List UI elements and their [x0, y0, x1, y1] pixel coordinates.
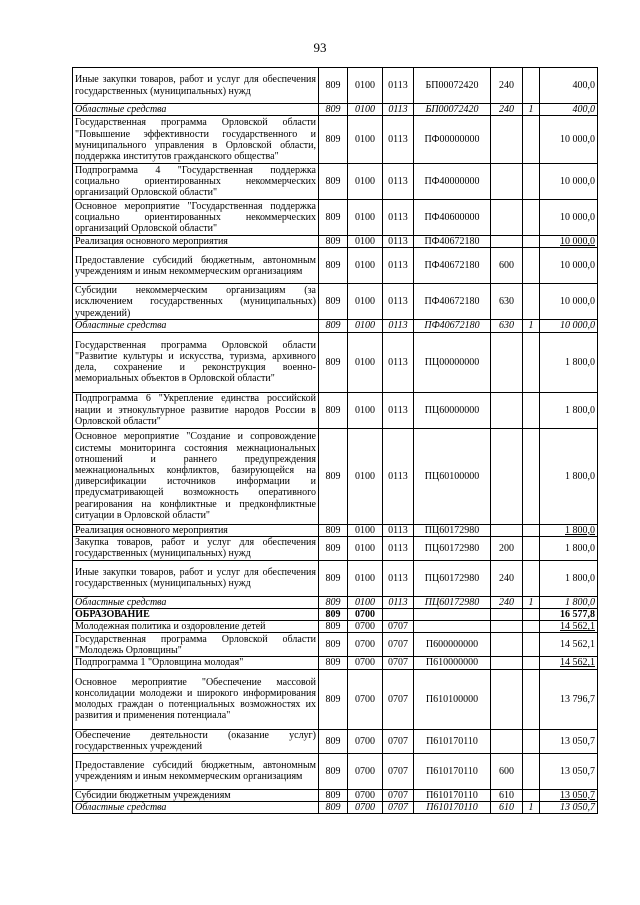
- funding-source-cell: [523, 68, 540, 104]
- section-code-cell: 0100: [348, 320, 383, 332]
- grbs-code-cell: 809: [319, 200, 348, 236]
- funding-source-cell: [523, 633, 540, 657]
- expense-type-cell: [491, 609, 523, 621]
- target-article-cell: ПФ40672180: [414, 320, 491, 332]
- amount-cell: 1 800,0: [540, 428, 598, 524]
- expense-type-cell: [491, 236, 523, 248]
- item-name-cell: Областные средства: [73, 801, 319, 813]
- amount-cell: 16 577,8: [540, 609, 598, 621]
- amount-cell: 10 000,0: [540, 200, 598, 236]
- item-name-cell: Иные закупки товаров, работ и услуг для обеспечения государственных (муниципальных) нужд: [73, 68, 319, 104]
- expense-type-cell: [491, 633, 523, 657]
- expense-type-cell: 600: [491, 753, 523, 789]
- expense-type-cell: 240: [491, 560, 523, 596]
- grbs-code-cell: 809: [319, 68, 348, 104]
- subsection-code-cell: 0113: [383, 332, 414, 392]
- grbs-code-cell: 809: [319, 320, 348, 332]
- item-name-cell: Предоставление субсидий бюджетным, автономным учреждениям и иным некоммерческим организациям: [73, 248, 319, 284]
- section-code-cell: 0100: [348, 332, 383, 392]
- subsection-code-cell: 0707: [383, 633, 414, 657]
- subsection-code-cell: 0113: [383, 524, 414, 536]
- grbs-code-cell: 809: [319, 524, 348, 536]
- funding-source-cell: [523, 524, 540, 536]
- target-article-cell: П610170110: [414, 729, 491, 753]
- target-article-cell: БП00072420: [414, 104, 491, 116]
- expense-type-cell: [491, 657, 523, 669]
- amount-cell: 10 000,0: [540, 248, 598, 284]
- section-code-cell: 0700: [348, 801, 383, 813]
- subsection-code-cell: 0707: [383, 657, 414, 669]
- section-code-cell: 0700: [348, 633, 383, 657]
- funding-source-cell: 1: [523, 596, 540, 608]
- grbs-code-cell: 809: [319, 657, 348, 669]
- expense-type-cell: 240: [491, 596, 523, 608]
- table-row: [73, 657, 598, 669]
- expense-type-cell: [491, 332, 523, 392]
- funding-source-cell: [523, 789, 540, 801]
- table-row: [73, 320, 598, 332]
- grbs-code-cell: 809: [319, 596, 348, 608]
- item-name-cell: Закупка товаров, работ и услуг для обеспечения государственных (муниципальных) нужд: [73, 536, 319, 560]
- amount-cell: 1 800,0: [540, 332, 598, 392]
- item-name-cell: Основное мероприятие "Создание и сопровождение системы мониторинга состояния межнациональных отношений и раннего предупреждения межнациональных конфликтов, базирующейся на диверсификации источников информации и предусматривающей возможность оперативного реагирования на конфликтные и предконфликтные ситуации в Орловской области": [73, 428, 319, 524]
- grbs-code-cell: 809: [319, 248, 348, 284]
- table-row: [73, 248, 598, 284]
- target-article-cell: П610170110: [414, 753, 491, 789]
- subsection-code-cell: 0113: [383, 320, 414, 332]
- item-name-cell: Предоставление субсидий бюджетным, автономным учреждениям и иным некоммерческим организациям: [73, 753, 319, 789]
- section-code-cell: 0100: [348, 248, 383, 284]
- amount-cell: 13 050,7: [540, 801, 598, 813]
- grbs-code-cell: 809: [319, 116, 348, 164]
- funding-source-cell: [523, 332, 540, 392]
- section-code-cell: 0100: [348, 68, 383, 104]
- funding-source-cell: [523, 609, 540, 621]
- expense-type-cell: [491, 669, 523, 729]
- item-name-cell: Подпрограмма 6 "Укрепление единства российской нации и этнокультурное развитие народов России в Орловской области": [73, 392, 319, 428]
- amount-cell: 13 050,7: [540, 753, 598, 789]
- funding-source-cell: 1: [523, 801, 540, 813]
- amount-cell: 13 796,7: [540, 669, 598, 729]
- table-row: [73, 428, 598, 524]
- item-name-cell: Государственная программа Орловской области "Молодежь Орловщины": [73, 633, 319, 657]
- amount-cell: 10 000,0: [540, 236, 598, 248]
- funding-source-cell: [523, 536, 540, 560]
- table-row: [73, 801, 598, 813]
- target-article-cell: ПЦ60000000: [414, 392, 491, 428]
- grbs-code-cell: 809: [319, 669, 348, 729]
- grbs-code-cell: 809: [319, 104, 348, 116]
- table-row: [73, 669, 598, 729]
- section-code-cell: 0100: [348, 524, 383, 536]
- section-code-cell: 0100: [348, 428, 383, 524]
- target-article-cell: П610170110: [414, 789, 491, 801]
- subsection-code-cell: 0707: [383, 801, 414, 813]
- grbs-code-cell: 809: [319, 801, 348, 813]
- subsection-code-cell: 0707: [383, 669, 414, 729]
- expense-type-cell: 630: [491, 284, 523, 320]
- section-code-cell: 0100: [348, 200, 383, 236]
- subsection-code-cell: 0707: [383, 753, 414, 789]
- expense-type-cell: 610: [491, 789, 523, 801]
- amount-cell: 1 800,0: [540, 596, 598, 608]
- table-row: [73, 729, 598, 753]
- amount-cell: 1 800,0: [540, 536, 598, 560]
- item-name-cell: Иные закупки товаров, работ и услуг для обеспечения государственных (муниципальных) нужд: [73, 560, 319, 596]
- target-article-cell: ПЦ00000000: [414, 332, 491, 392]
- target-article-cell: ПЦ60100000: [414, 428, 491, 524]
- subsection-code-cell: 0113: [383, 104, 414, 116]
- subsection-code-cell: 0113: [383, 236, 414, 248]
- page-number: 93: [313, 40, 327, 55]
- grbs-code-cell: 809: [319, 392, 348, 428]
- table-row: [73, 104, 598, 116]
- table-row: [73, 524, 598, 536]
- budget-table-body: [73, 68, 598, 814]
- subsection-code-cell: 0113: [383, 284, 414, 320]
- table-row: [73, 633, 598, 657]
- target-article-cell: [414, 609, 491, 621]
- target-article-cell: ПФ40672180: [414, 236, 491, 248]
- amount-cell: 1 800,0: [540, 560, 598, 596]
- section-code-cell: 0100: [348, 104, 383, 116]
- funding-source-cell: [523, 753, 540, 789]
- table-row: [73, 284, 598, 320]
- subsection-code-cell: 0113: [383, 428, 414, 524]
- funding-source-cell: [523, 236, 540, 248]
- grbs-code-cell: 809: [319, 332, 348, 392]
- subsection-code-cell: 0113: [383, 68, 414, 104]
- expense-type-cell: [491, 116, 523, 164]
- section-code-cell: 0700: [348, 729, 383, 753]
- item-name-cell: Основное мероприятие "Обеспечение массовой консолидации молодежи и широкого информирования молодых граждан о потенциальных возможностях их развития и применения потенциала": [73, 669, 319, 729]
- target-article-cell: ПФ40000000: [414, 164, 491, 200]
- item-name-cell: Обеспечение деятельности (оказание услуг) государственных учреждений: [73, 729, 319, 753]
- section-code-cell: 0100: [348, 116, 383, 164]
- section-code-cell: 0700: [348, 789, 383, 801]
- grbs-code-cell: 809: [319, 789, 348, 801]
- expense-type-cell: 630: [491, 320, 523, 332]
- grbs-code-cell: 809: [319, 609, 348, 621]
- expense-type-cell: 600: [491, 248, 523, 284]
- section-code-cell: 0700: [348, 753, 383, 789]
- amount-cell: 13 050,7: [540, 729, 598, 753]
- table-row: [73, 789, 598, 801]
- funding-source-cell: [523, 669, 540, 729]
- expense-type-cell: [491, 524, 523, 536]
- subsection-code-cell: 0113: [383, 560, 414, 596]
- expense-type-cell: [491, 729, 523, 753]
- table-row: [73, 753, 598, 789]
- funding-source-cell: [523, 248, 540, 284]
- grbs-code-cell: 809: [319, 428, 348, 524]
- funding-source-cell: [523, 164, 540, 200]
- subsection-code-cell: 0707: [383, 789, 414, 801]
- grbs-code-cell: 809: [319, 729, 348, 753]
- target-article-cell: ПФ00000000: [414, 116, 491, 164]
- amount-cell: 10 000,0: [540, 164, 598, 200]
- target-article-cell: П610000000: [414, 657, 491, 669]
- funding-source-cell: [523, 729, 540, 753]
- grbs-code-cell: 809: [319, 753, 348, 789]
- table-row: [73, 200, 598, 236]
- funding-source-cell: [523, 392, 540, 428]
- expense-type-cell: [491, 164, 523, 200]
- section-code-cell: 0700: [348, 669, 383, 729]
- item-name-cell: Субсидии некоммерческим организациям (за исключением государственных (муниципальных) учреждений): [73, 284, 319, 320]
- budget-table: [72, 67, 598, 814]
- grbs-code-cell: 809: [319, 633, 348, 657]
- item-name-cell: Основное мероприятие "Государственная поддержка социально ориентированных некоммерческих организаций Орловской области": [73, 200, 319, 236]
- subsection-code-cell: 0113: [383, 164, 414, 200]
- section-code-cell: 0100: [348, 284, 383, 320]
- table-row: [73, 116, 598, 164]
- grbs-code-cell: 809: [319, 560, 348, 596]
- grbs-code-cell: 809: [319, 236, 348, 248]
- grbs-code-cell: 809: [319, 284, 348, 320]
- target-article-cell: [414, 621, 491, 633]
- table-row: [73, 596, 598, 608]
- subsection-code-cell: 0707: [383, 729, 414, 753]
- amount-cell: 400,0: [540, 68, 598, 104]
- subsection-code-cell: 0113: [383, 248, 414, 284]
- table-row: [73, 609, 598, 621]
- funding-source-cell: [523, 657, 540, 669]
- expense-type-cell: 240: [491, 68, 523, 104]
- section-code-cell: 0100: [348, 236, 383, 248]
- section-code-cell: 0100: [348, 392, 383, 428]
- subsection-code-cell: 0113: [383, 200, 414, 236]
- item-name-cell: Субсидии бюджетным учреждениям: [73, 789, 319, 801]
- section-code-cell: 0100: [348, 164, 383, 200]
- funding-source-cell: [523, 560, 540, 596]
- section-code-cell: 0700: [348, 621, 383, 633]
- target-article-cell: ПЦ60172980: [414, 596, 491, 608]
- funding-source-cell: [523, 621, 540, 633]
- grbs-code-cell: 809: [319, 164, 348, 200]
- item-name-cell: Реализация основного мероприятия: [73, 236, 319, 248]
- table-row: [73, 536, 598, 560]
- table-row: [73, 236, 598, 248]
- funding-source-cell: 1: [523, 104, 540, 116]
- target-article-cell: ПФ40672180: [414, 284, 491, 320]
- target-article-cell: П610170110: [414, 801, 491, 813]
- target-article-cell: П600000000: [414, 633, 491, 657]
- target-article-cell: ПФ40600000: [414, 200, 491, 236]
- target-article-cell: БП00072420: [414, 68, 491, 104]
- section-code-cell: 0100: [348, 560, 383, 596]
- expense-type-cell: [491, 200, 523, 236]
- table-row: [73, 68, 598, 104]
- expense-type-cell: [491, 621, 523, 633]
- subsection-code-cell: 0113: [383, 116, 414, 164]
- funding-source-cell: [523, 428, 540, 524]
- expense-type-cell: 240: [491, 104, 523, 116]
- funding-source-cell: 1: [523, 320, 540, 332]
- item-name-cell: Государственная программа Орловской области "Развитие культуры и искусства, туризма, архивного дела, сохранение и реконструкция военно-мемориальных объектов в Орловской области": [73, 332, 319, 392]
- section-code-cell: 0700: [348, 609, 383, 621]
- grbs-code-cell: 809: [319, 536, 348, 560]
- amount-cell: 10 000,0: [540, 116, 598, 164]
- item-name-cell: Областные средства: [73, 320, 319, 332]
- target-article-cell: ПЦ60172980: [414, 536, 491, 560]
- item-name-cell: ОБРАЗОВАНИЕ: [73, 609, 319, 621]
- item-name-cell: Областные средства: [73, 104, 319, 116]
- item-name-cell: Государственная программа Орловской области "Повышение эффективности государственного и муниципального управления в Орловской области, поддержка институтов гражданского общества": [73, 116, 319, 164]
- grbs-code-cell: 809: [319, 621, 348, 633]
- item-name-cell: Молодежная политика и оздоровление детей: [73, 621, 319, 633]
- table-row: [73, 164, 598, 200]
- target-article-cell: ПЦ60172980: [414, 560, 491, 596]
- amount-cell: 400,0: [540, 104, 598, 116]
- section-code-cell: 0100: [348, 596, 383, 608]
- funding-source-cell: [523, 116, 540, 164]
- subsection-code-cell: 0113: [383, 392, 414, 428]
- table-row: [73, 621, 598, 633]
- table-row: [73, 392, 598, 428]
- section-code-cell: 0100: [348, 536, 383, 560]
- amount-cell: 14 562,1: [540, 657, 598, 669]
- table-row: [73, 560, 598, 596]
- subsection-code-cell: [383, 609, 414, 621]
- target-article-cell: ПФ40672180: [414, 248, 491, 284]
- amount-cell: 1 800,0: [540, 392, 598, 428]
- table-row: [73, 332, 598, 392]
- target-article-cell: ПЦ60172980: [414, 524, 491, 536]
- expense-type-cell: [491, 392, 523, 428]
- subsection-code-cell: 0113: [383, 536, 414, 560]
- expense-type-cell: [491, 428, 523, 524]
- item-name-cell: Подпрограмма 4 "Государственная поддержка социально ориентированных некоммерческих организаций Орловской области": [73, 164, 319, 200]
- section-code-cell: 0700: [348, 657, 383, 669]
- item-name-cell: Реализация основного мероприятия: [73, 524, 319, 536]
- expense-type-cell: 610: [491, 801, 523, 813]
- funding-source-cell: [523, 200, 540, 236]
- expense-type-cell: 200: [491, 536, 523, 560]
- funding-source-cell: [523, 284, 540, 320]
- amount-cell: 1 800,0: [540, 524, 598, 536]
- subsection-code-cell: 0707: [383, 621, 414, 633]
- amount-cell: 10 000,0: [540, 284, 598, 320]
- subsection-code-cell: 0113: [383, 596, 414, 608]
- amount-cell: 10 000,0: [540, 320, 598, 332]
- amount-cell: 14 562,1: [540, 621, 598, 633]
- item-name-cell: Подпрограмма 1 "Орловщина молодая": [73, 657, 319, 669]
- item-name-cell: Областные средства: [73, 596, 319, 608]
- amount-cell: 13 050,7: [540, 789, 598, 801]
- amount-cell: 14 562,1: [540, 633, 598, 657]
- target-article-cell: П610100000: [414, 669, 491, 729]
